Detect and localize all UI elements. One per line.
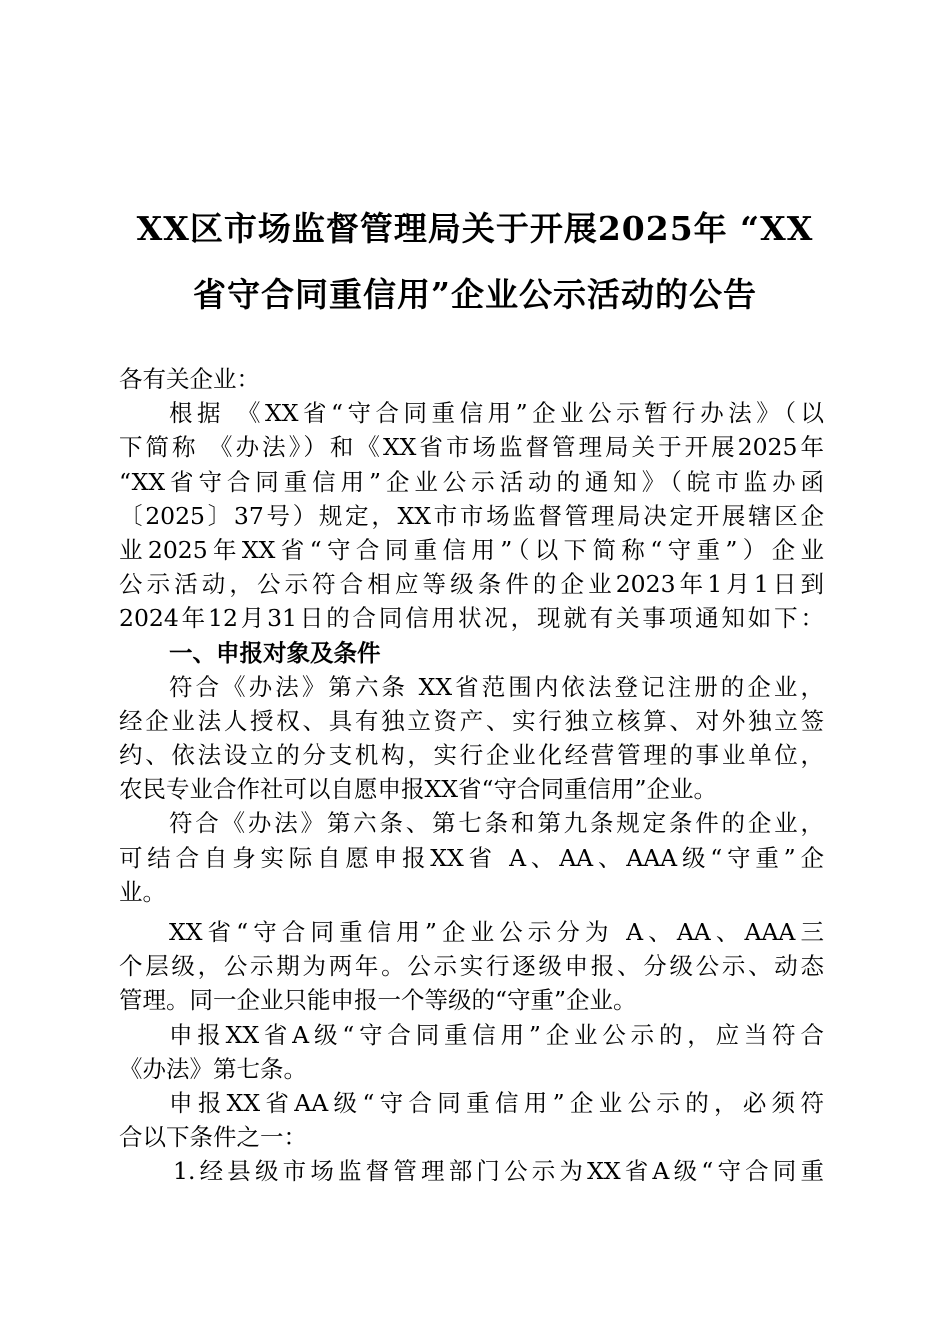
paragraph-line: 经企业法人授权、具有独立资产、实行独立核算、对外独立签 — [119, 706, 824, 735]
paragraph-levels — [119, 915, 824, 1018]
paragraph-basis — [119, 396, 824, 635]
paragraph-aa-level — [119, 1086, 824, 1154]
paragraph-line: 个层级，公示期为两年。公示实行逐级申报、分级公示、动态 — [119, 952, 824, 981]
paragraph-condition-1 — [119, 1154, 824, 1188]
paragraph-a-level — [119, 1018, 824, 1086]
paragraph-line: 申报XX省AA级“守合同重信用”企业公示的，必须符 — [169, 1088, 824, 1117]
document-title — [60, 196, 890, 328]
paragraph-line: 合以下条件之一： — [119, 1123, 307, 1152]
paragraph-line: XX省“守合同重信用”企业公示分为 A、AA、AAA三 — [169, 918, 824, 946]
paragraph-line: 符合《办法》第六条、第七条和第九条规定条件的企业， — [169, 809, 824, 838]
paragraph-line: 可结合自身实际自愿申报XX省 A、AA、AAA级“守重”企 — [119, 843, 824, 872]
paragraph-line: 2024年12月31日的合同信用状况，现就有关事项通知如下： — [119, 604, 824, 633]
paragraph-line: 约、依法设立的分支机构，实行企业化经营管理的事业单位， — [119, 741, 824, 770]
paragraph-line: “XX省守合同重信用”企业公示活动的通知》（皖市监办函 — [119, 467, 824, 496]
paragraph-line: 〔2025〕37号）规定，XX市市场监督管理局决定开展辖区企 — [119, 501, 824, 530]
paragraph-line: 农民专业合作社可以自愿申报XX省“守合同重信用”企业。 — [119, 775, 717, 804]
section-heading: 一、申报对象及条件 — [169, 638, 381, 667]
paragraph-line: 公示活动，公示符合相应等级条件的企业2023年1月1日到 — [119, 570, 824, 599]
paragraph-line: 申报XX省A级“守合同重信用”企业公示的，应当符合 — [169, 1020, 824, 1049]
paragraph-line: 业。 — [119, 877, 166, 906]
paragraph-line: 1.经县级市场监督管理部门公示为XX省A级“守合同重 — [173, 1157, 824, 1186]
document-body — [119, 362, 824, 1189]
paragraph-line: 《办法》第七条。 — [119, 1054, 307, 1083]
title-line-1: XX区市场监督管理局关于开展2025年 “XX — [136, 209, 814, 248]
title-line-2: 省守合同重信用”企业公示活动的公告 — [193, 275, 757, 314]
paragraph-line: 下简称 《办法》）和《XX省市场监督管理局关于开展2025年 — [119, 433, 824, 462]
paragraph-levels-apply — [119, 806, 824, 909]
salutation: 各有关企业： — [119, 365, 260, 393]
paragraph-line: 管理。同一企业只能申报一个等级的“守重”企业。 — [119, 986, 637, 1015]
paragraph-eligibility — [119, 670, 824, 807]
paragraph-line: 业2025年XX省“守合同重信用”（以下简称“守重”）企业 — [119, 535, 824, 564]
paragraph-line: 根据 《XX省“守合同重信用”企业公示暂行办法》（以 — [169, 399, 824, 428]
paragraph-line: 符合《办法》第六条 XX省范围内依法登记注册的企业， — [169, 672, 824, 701]
